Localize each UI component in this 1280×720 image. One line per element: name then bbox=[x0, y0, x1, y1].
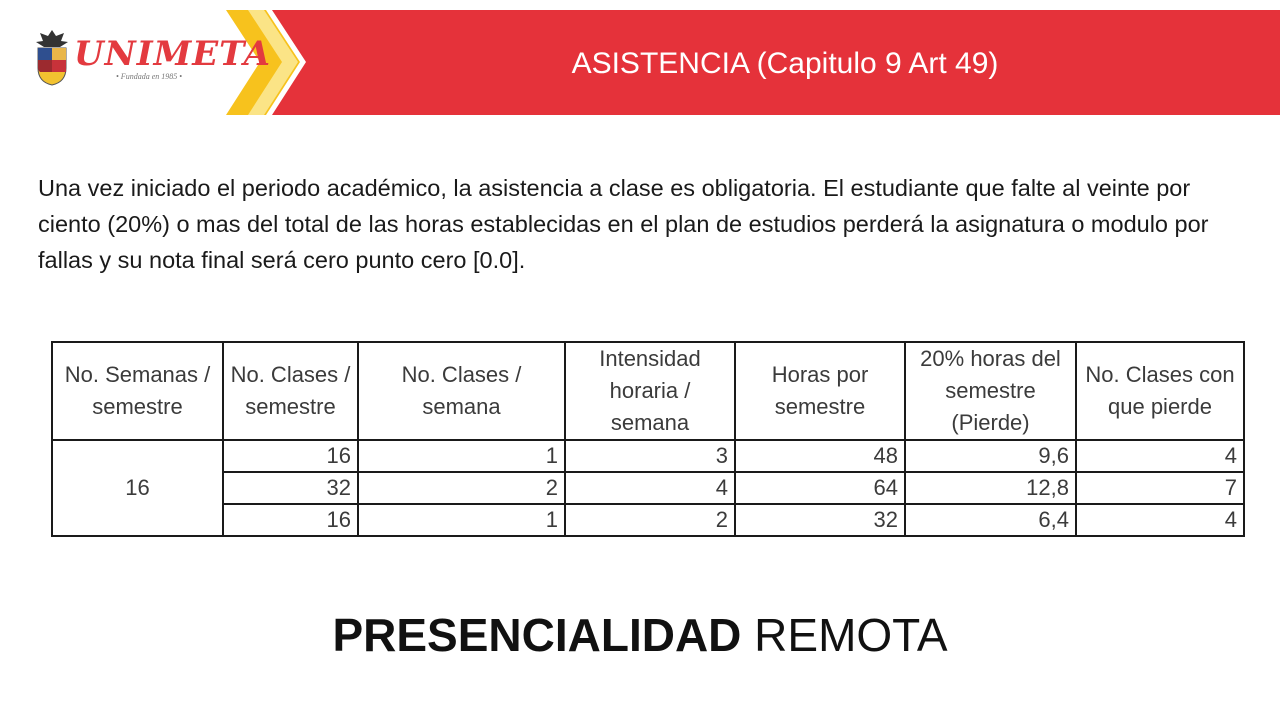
col-header-classes-week: No. Clases / semana bbox=[358, 342, 565, 440]
table-cell: 12,8 bbox=[905, 472, 1076, 504]
table-cell: 16 bbox=[223, 440, 358, 472]
table-row bbox=[52, 440, 1244, 472]
table-cell: 6,4 bbox=[905, 504, 1076, 536]
table-cell: 4 bbox=[1076, 440, 1244, 472]
table-cell: 32 bbox=[735, 504, 905, 536]
table-header-row bbox=[52, 342, 1244, 440]
attendance-table-container bbox=[51, 341, 1245, 537]
col-header-classes-semester: No. Clases / semestre bbox=[223, 342, 358, 440]
unimeta-logo bbox=[30, 26, 272, 90]
table-cell: 3 bbox=[565, 440, 735, 472]
table-cell: 9,6 bbox=[905, 440, 1076, 472]
col-header-hours-semester: Horas por semestre bbox=[735, 342, 905, 440]
table-cell: 7 bbox=[1076, 472, 1244, 504]
table-cell: 48 bbox=[735, 440, 905, 472]
table-cell: 64 bbox=[735, 472, 905, 504]
table-cell: 1 bbox=[358, 440, 565, 472]
table-row bbox=[52, 472, 1244, 504]
section-heading bbox=[0, 605, 1280, 665]
table-row bbox=[52, 504, 1244, 536]
table-cell: 32 bbox=[223, 472, 358, 504]
table-cell: 16 bbox=[223, 504, 358, 536]
col-header-hourly-intensity: Intensidad horaria / semana bbox=[565, 342, 735, 440]
col-header-classes-to-fail: No. Clases con que pierde bbox=[1076, 342, 1244, 440]
logo-tagline: • Fundada en 1985 • bbox=[116, 72, 183, 81]
table-cell: 4 bbox=[1076, 504, 1244, 536]
attendance-table bbox=[51, 341, 1245, 537]
col-header-weeks: No. Semanas / semestre bbox=[52, 342, 223, 440]
table-cell: 1 bbox=[358, 504, 565, 536]
attendance-rule-paragraph: Una vez iniciado el periodo académico, la asistencia a clase es obligatoria. El estudiante que falte al veinte por ciento (20%) o mas del total de las horas establecidas en el plan de estudios perderá la asignatura o modulo por fallas y su nota final será cero punto cero [0.0]. bbox=[38, 175, 1209, 273]
table-cell: 4 bbox=[565, 472, 735, 504]
col-header-20-percent-hours: 20% horas del semestre (Pierde) bbox=[905, 342, 1076, 440]
page-title: ASISTENCIA (Capitulo 9 Art 49) bbox=[571, 47, 999, 80]
logo-wordmark: UNIMETA bbox=[74, 34, 272, 74]
table-cell: 2 bbox=[565, 504, 735, 536]
weeks-per-semester-cell: 16 bbox=[52, 440, 223, 536]
heading-regular-word: REMOTA bbox=[754, 609, 948, 661]
table-cell: 2 bbox=[358, 472, 565, 504]
crest-icon bbox=[34, 28, 70, 86]
heading-bold-word: PRESENCIALIDAD bbox=[332, 609, 742, 661]
